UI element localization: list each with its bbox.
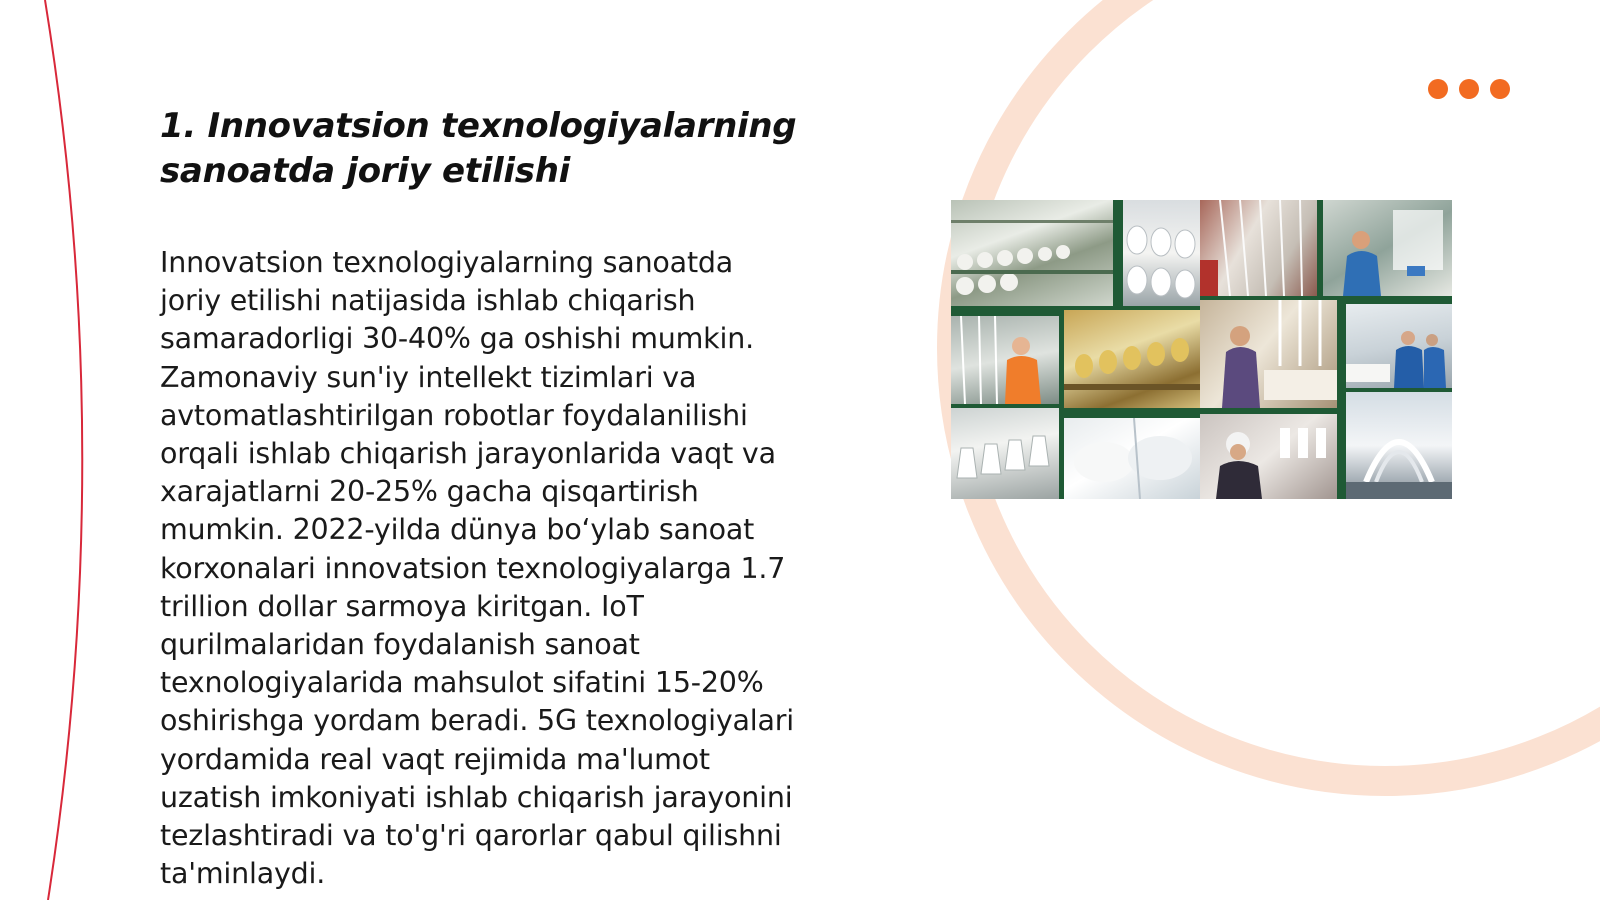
photo-worker-yarn-frame xyxy=(1200,300,1337,408)
photo-yellow-spools xyxy=(1064,310,1202,408)
dot-1 xyxy=(1428,79,1448,99)
photo-cone-spools xyxy=(951,408,1059,499)
photo-workers-blue-uniform xyxy=(1346,304,1452,388)
photo-worker-headscarf xyxy=(1200,414,1337,499)
slide-body-text: Innovatsion texnologiyalarning sanoatda joriy etilishi natijasida ishlab chiqarish samaradorligi 30-40% ga oshishi mumkin. Zamonaviy sun'iy intellekt tizimlari va avtomatlashtirilgan robotlar foydalanilishi orqali ishlab chiqarish jarayonlarida vaqt va xarajatlarni 20-25% gacha qisqartirish mumkin. 2022-yilda dünya bo‘ylab sanoat korxonalari innovatsion texnologiyalarga 1.7 trillion dollar sarmoya kiritgan. IoT qurilmalaridan foydalanish sanoat texnologiyalarida mahsulot sifatini 15-20% oshirishga yordam beradi. 5G texnologiyalari yordamida real vaqt rejimida ma'lumot uzatish imkoniyati ishlab chiqarish jarayonini tezlashtiradi va to'g'ri qarorlar qabul qilishni ta'minlaydi. xyxy=(160,246,795,891)
photo-white-fiber xyxy=(1064,418,1202,499)
photo-knitting-machine xyxy=(1346,392,1452,499)
photo-worker-orange-vest xyxy=(951,316,1059,404)
dot-2 xyxy=(1459,79,1479,99)
slide-title: 1. Innovatsion texnologiyalarning sanoatda joriy etilishi xyxy=(160,106,797,191)
dot-3 xyxy=(1490,79,1510,99)
photo-white-spools xyxy=(1123,200,1200,306)
photo-thread-lines xyxy=(1200,200,1317,296)
photo-worker-at-machine xyxy=(1323,200,1452,296)
textile-factory-photo-collage xyxy=(951,200,1452,499)
more-dots-icon xyxy=(1428,79,1510,99)
photo-spinning-machines xyxy=(951,200,1113,306)
